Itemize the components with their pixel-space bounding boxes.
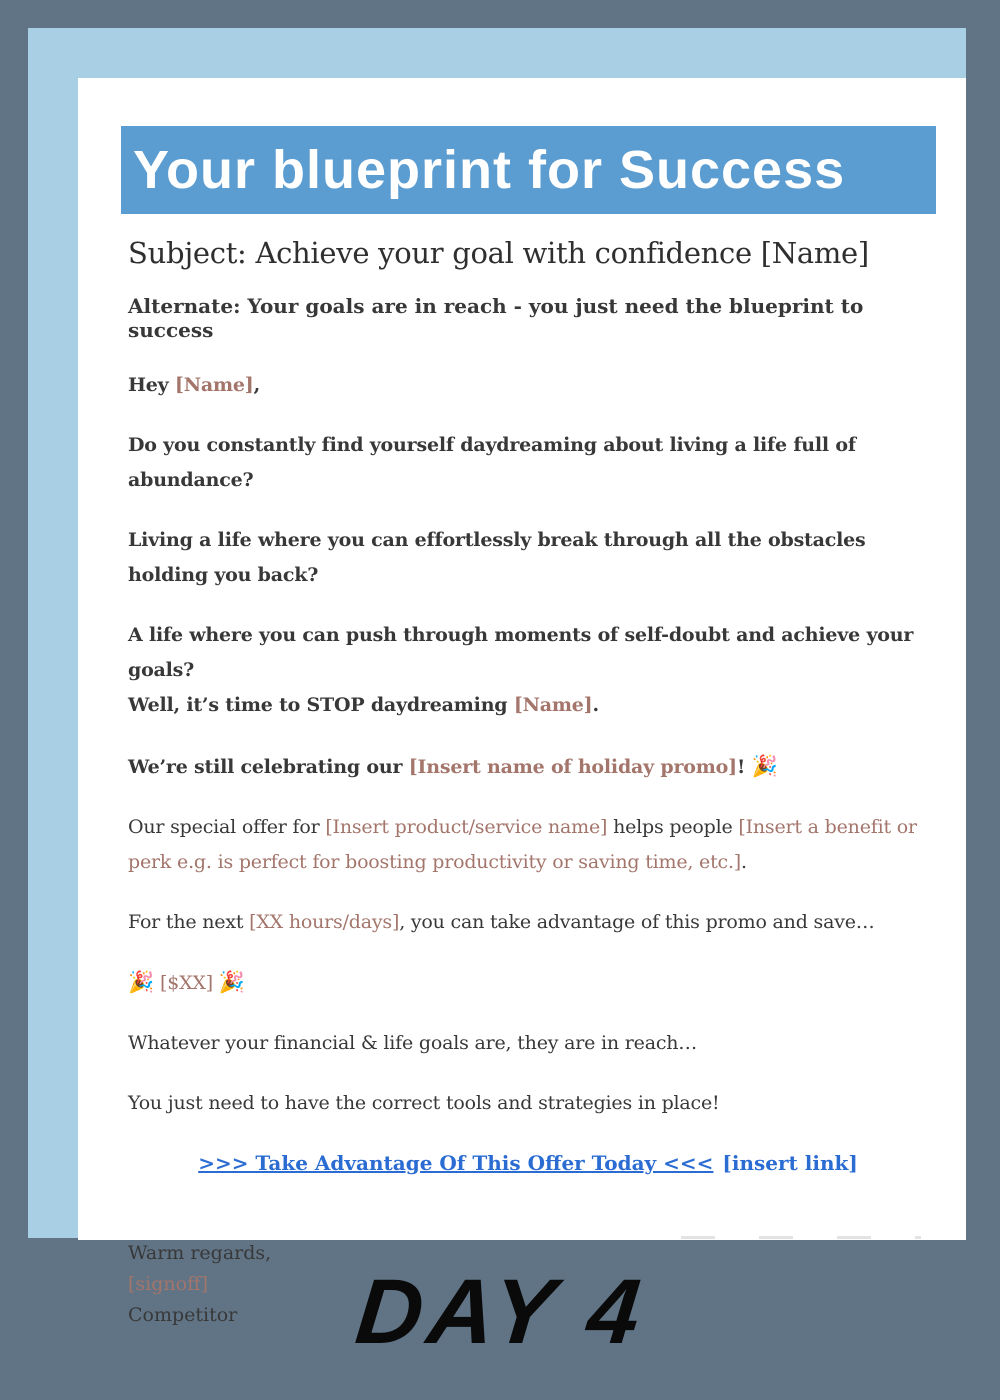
page-title: Your blueprint for Success: [133, 140, 846, 200]
cta-link[interactable]: >>> Take Advantage Of This Offer Today <<<: [198, 1151, 714, 1175]
subject-line: Subject: Achieve your goal with confidence [Name]: [128, 236, 869, 270]
alternate-label: Alternate:: [128, 294, 241, 318]
body-text: Our special offer for: [128, 816, 326, 838]
paragraph: [128, 748, 928, 785]
body-text: helps people: [607, 816, 739, 838]
body-text: ,: [253, 374, 260, 396]
signature-name: Competitor: [128, 1304, 238, 1326]
placeholder-text: [XX hours/days]: [249, 911, 400, 933]
body-text: Do you constantly find yourself daydreaming about living a life full of abundance?: [128, 434, 856, 491]
party-popper-emoji: 🎉: [128, 970, 155, 994]
paragraph: [128, 1086, 928, 1121]
insert-link-placeholder: [insert link]: [722, 1151, 858, 1175]
body-text: Living a life where you can effortlessly break through all the obstacles holding you back?: [128, 529, 866, 586]
day-footer: [0, 1238, 1000, 1400]
cta-row: [128, 1146, 928, 1181]
placeholder-text: [$XX]: [160, 972, 213, 994]
alternate-subject-line: [128, 294, 928, 342]
placeholder-text: [Name]: [174, 374, 254, 396]
body-text: A life where you can push through moments of self-doubt and achieve your goals?: [128, 624, 914, 681]
body-text: .: [741, 851, 747, 873]
placeholder-text: [Name]: [513, 694, 593, 716]
placeholder-text: [Insert a benefit or perk e.g. is perfect for boosting productivity or saving time, etc.]: [128, 816, 917, 873]
paragraph: [128, 428, 928, 498]
day-label: DAY 4: [351, 1260, 650, 1363]
body-text: .: [592, 694, 599, 716]
paragraph: [128, 965, 928, 1001]
party-popper-emoji: 🎉: [218, 970, 245, 994]
body-text: Well, it’s time to STOP daydreaming: [128, 694, 514, 716]
party-popper-emoji: 🎉: [751, 753, 778, 778]
body-text: You just need to have the correct tools and strategies in place!: [128, 1092, 720, 1114]
paragraph: [128, 810, 928, 880]
signature-regards: Warm regards,: [128, 1242, 272, 1264]
body-text: !: [736, 756, 752, 778]
paragraph: [128, 368, 928, 403]
placeholder-text: [Insert name of holiday promo]: [408, 756, 737, 778]
body-text: Hey: [128, 374, 175, 396]
body-text: We’re still celebrating our: [128, 756, 409, 778]
body-text: For the next: [128, 911, 250, 933]
body-text: , you can take advantage of this promo and save…: [399, 911, 875, 933]
alternate-text: Your goals are in reach - you just need the blueprint to success: [128, 294, 864, 342]
paragraph: [128, 523, 928, 593]
title-banner: [121, 126, 936, 214]
paragraph: [128, 1026, 928, 1061]
signature-signoff-placeholder: [signoff]: [128, 1273, 208, 1295]
paragraph: [128, 905, 928, 940]
email-content: [128, 236, 928, 1331]
placeholder-text: [Insert product/service name]: [325, 816, 608, 838]
email-body: [128, 368, 928, 1121]
body-text: Whatever your financial & life goals are, they are in reach…: [128, 1032, 698, 1054]
paragraph: [128, 618, 928, 723]
